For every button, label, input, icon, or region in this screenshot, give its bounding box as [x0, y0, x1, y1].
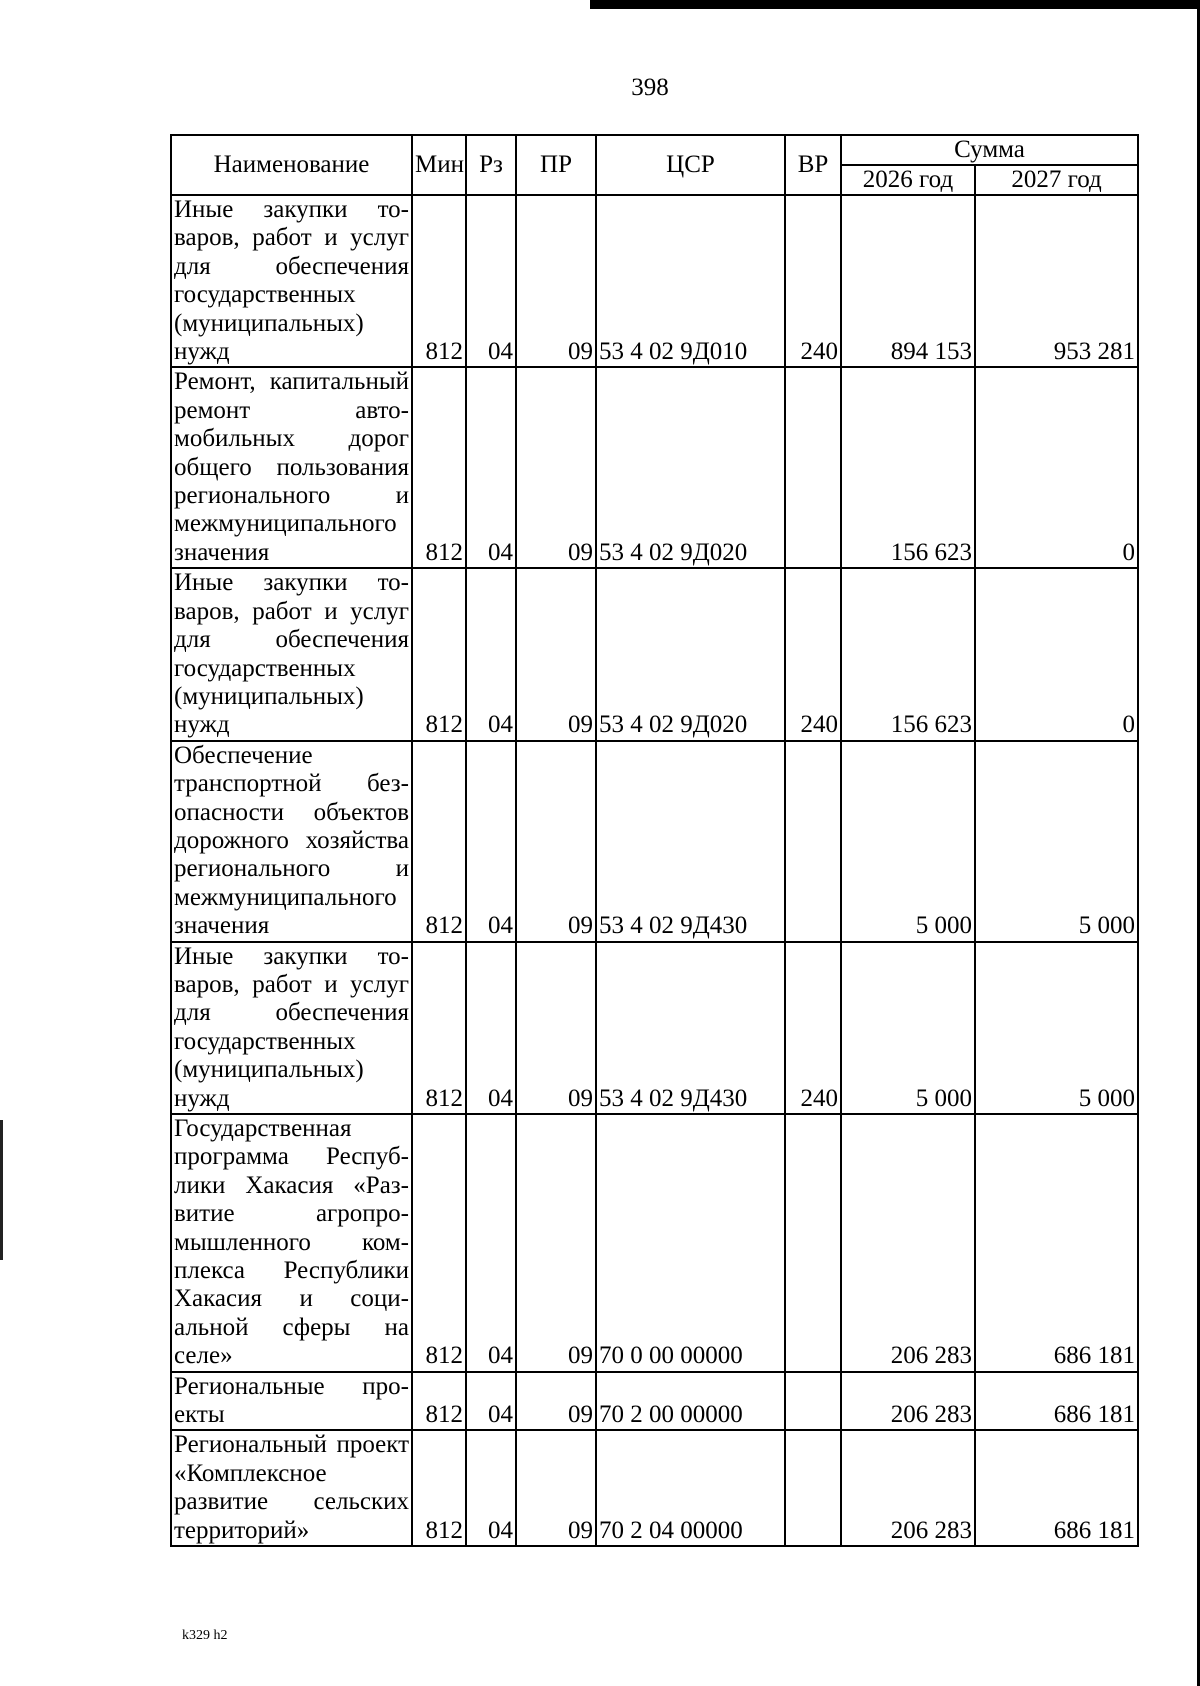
- table-header: [171, 135, 1138, 195]
- cell-rz: 04: [466, 195, 516, 367]
- footer-code: k329 h2: [182, 1628, 228, 1643]
- cell-pr: 09: [516, 942, 596, 1114]
- cell-pr: 09: [516, 195, 596, 367]
- header-rz: Рз: [466, 135, 516, 195]
- cell-csr: 70 0 00 00000: [596, 1114, 785, 1372]
- cell-min: 812: [412, 195, 466, 367]
- cell-2027: 0: [975, 367, 1138, 568]
- header-year-2026: 2026 год: [841, 165, 975, 195]
- budget-table: [170, 134, 1139, 1547]
- cell-2026: 894 153: [841, 195, 975, 367]
- cell-rz: 04: [466, 1430, 516, 1546]
- cell-min: 812: [412, 741, 466, 942]
- cell-csr: 70 2 00 00000: [596, 1372, 785, 1431]
- cell-min: 812: [412, 367, 466, 568]
- table-row: [171, 741, 1138, 942]
- cell-2027: 686 181: [975, 1430, 1138, 1546]
- cell-rz: 04: [466, 1114, 516, 1372]
- cell-vr: [785, 1430, 841, 1546]
- scan-top-edge: [590, 0, 1200, 9]
- cell-pr: 09: [516, 741, 596, 942]
- cell-2026: 206 283: [841, 1430, 975, 1546]
- cell-min: 812: [412, 942, 466, 1114]
- cell-2027: 686 181: [975, 1372, 1138, 1431]
- cell-name: Иные закупки товаров, работ и услуг для обеспечения государственных (муниципальных) нужд: [171, 568, 412, 740]
- cell-name: Ремонт, капитальный ремонт автомобильных дорог общего пользования регионального и межмуниципального значения: [171, 367, 412, 568]
- cell-2026: 5 000: [841, 942, 975, 1114]
- table-row: [171, 1430, 1138, 1546]
- cell-csr: 53 4 02 9Д020: [596, 568, 785, 740]
- header-pr: ПР: [516, 135, 596, 195]
- table-row: [171, 1114, 1138, 1372]
- cell-pr: 09: [516, 1430, 596, 1546]
- page-number: 398: [631, 74, 669, 101]
- table-body: [171, 195, 1138, 1546]
- cell-min: 812: [412, 568, 466, 740]
- table-row: [171, 1372, 1138, 1431]
- cell-pr: 09: [516, 568, 596, 740]
- cell-2026: 5 000: [841, 741, 975, 942]
- cell-name: Иные закупки товаров, работ и услуг для обеспечения государственных (муниципальных) нужд: [171, 195, 412, 367]
- cell-name: Государственная программа Республики Хакасия «Развитие агропромышленного комплекса Республики Хакасия и социальной сферы на селе»: [171, 1114, 412, 1372]
- cell-2026: 206 283: [841, 1114, 975, 1372]
- cell-rz: 04: [466, 568, 516, 740]
- cell-min: 812: [412, 1114, 466, 1372]
- cell-2027: 686 181: [975, 1114, 1138, 1372]
- cell-name: Региональный проект «Комплексное развитие сельских территорий»: [171, 1430, 412, 1546]
- header-csr: ЦСР: [596, 135, 785, 195]
- header-sum: Сумма: [841, 135, 1138, 165]
- cell-vr: 240: [785, 942, 841, 1114]
- scan-left-edge: [0, 1120, 3, 1260]
- cell-csr: 53 4 02 9Д020: [596, 367, 785, 568]
- cell-pr: 09: [516, 1372, 596, 1431]
- cell-rz: 04: [466, 1372, 516, 1431]
- cell-name: Региональные проекты: [171, 1372, 412, 1431]
- cell-2026: 156 623: [841, 568, 975, 740]
- table-row: [171, 568, 1138, 740]
- cell-csr: 53 4 02 9Д430: [596, 741, 785, 942]
- cell-pr: 09: [516, 1114, 596, 1372]
- cell-csr: 53 4 02 9Д430: [596, 942, 785, 1114]
- cell-csr: 53 4 02 9Д010: [596, 195, 785, 367]
- header-name: Наименование: [171, 135, 412, 195]
- table-row: [171, 367, 1138, 568]
- cell-2027: 5 000: [975, 942, 1138, 1114]
- cell-vr: 240: [785, 568, 841, 740]
- cell-2027: 5 000: [975, 741, 1138, 942]
- cell-rz: 04: [466, 367, 516, 568]
- cell-pr: 09: [516, 367, 596, 568]
- cell-vr: [785, 1372, 841, 1431]
- cell-rz: 04: [466, 741, 516, 942]
- cell-csr: 70 2 04 00000: [596, 1430, 785, 1546]
- cell-name: Иные закупки товаров, работ и услуг для обеспечения государственных (муниципальных) нужд: [171, 942, 412, 1114]
- table-row: [171, 942, 1138, 1114]
- header-min: Мин: [412, 135, 466, 195]
- cell-2026: 156 623: [841, 367, 975, 568]
- cell-vr: 240: [785, 195, 841, 367]
- header-vr: ВР: [785, 135, 841, 195]
- cell-2027: 953 281: [975, 195, 1138, 367]
- cell-min: 812: [412, 1430, 466, 1546]
- cell-name: Обеспечение транспортной безопасности объектов дорожного хозяйства регионального и межмуниципального значения: [171, 741, 412, 942]
- cell-vr: [785, 367, 841, 568]
- cell-vr: [785, 1114, 841, 1372]
- table-row: [171, 195, 1138, 367]
- header-year-2027: 2027 год: [975, 165, 1138, 195]
- cell-2027: 0: [975, 568, 1138, 740]
- cell-min: 812: [412, 1372, 466, 1431]
- cell-vr: [785, 741, 841, 942]
- cell-2026: 206 283: [841, 1372, 975, 1431]
- cell-rz: 04: [466, 942, 516, 1114]
